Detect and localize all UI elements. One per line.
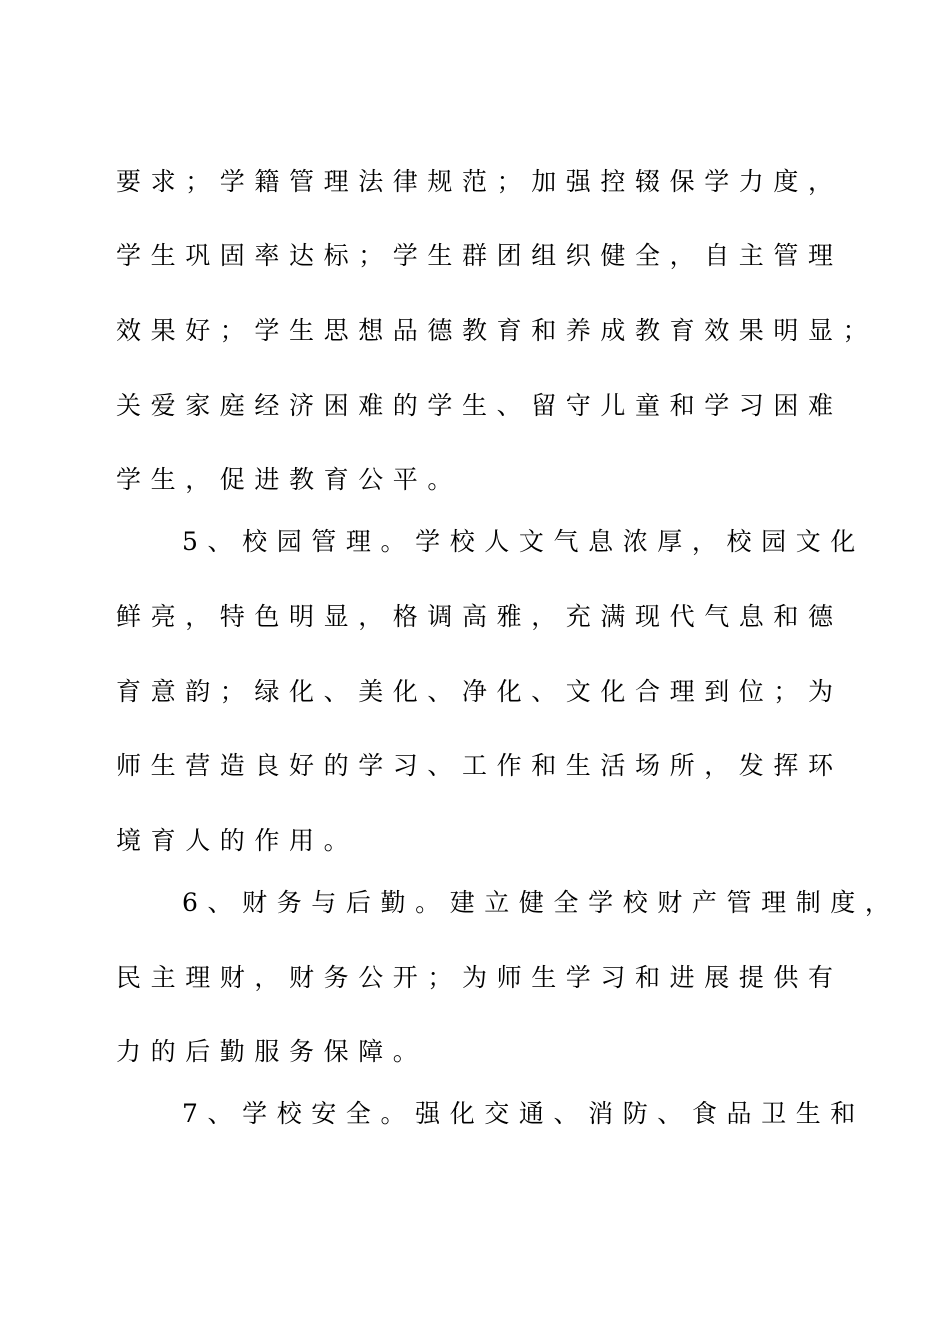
section-7-heading-line: 7、学校安全。强化交通、消防、食品卫生和 [182, 1099, 865, 1128]
paragraph-line: 师生营造良好的学习、工作和生活场所，发挥环 [116, 751, 843, 780]
section-6-heading-line: 6、财务与后勤。建立健全学校财产管理制度， [182, 888, 900, 917]
paragraph-line: 要求；学籍管理法律规范；加强控辍保学力度， [116, 167, 843, 196]
paragraph-line: 学生巩固率达标；学生群团组织健全，自主管理 [116, 241, 843, 270]
section-5-heading-line: 5、校园管理。学校人文气息浓厚，校园文化 [182, 527, 865, 556]
paragraph-line: 境育人的作用。 [116, 826, 359, 855]
paragraph-line: 力的后勤服务保障。 [116, 1037, 428, 1066]
paragraph-line: 育意韵；绿化、美化、净化、文化合理到位；为 [116, 677, 843, 706]
paragraph-line: 学生，促进教育公平。 [116, 465, 463, 494]
paragraph-line: 关爱家庭经济困难的学生、留守儿童和学习困难 [116, 391, 843, 420]
paragraph-line: 鲜亮，特色明显，格调高雅，充满现代气息和德 [116, 602, 843, 631]
paragraph-line: 效果好；学生思想品德教育和养成教育效果明显； [116, 316, 878, 345]
paragraph-line: 民主理财，财务公开；为师生学习和进展提供有 [116, 963, 843, 992]
